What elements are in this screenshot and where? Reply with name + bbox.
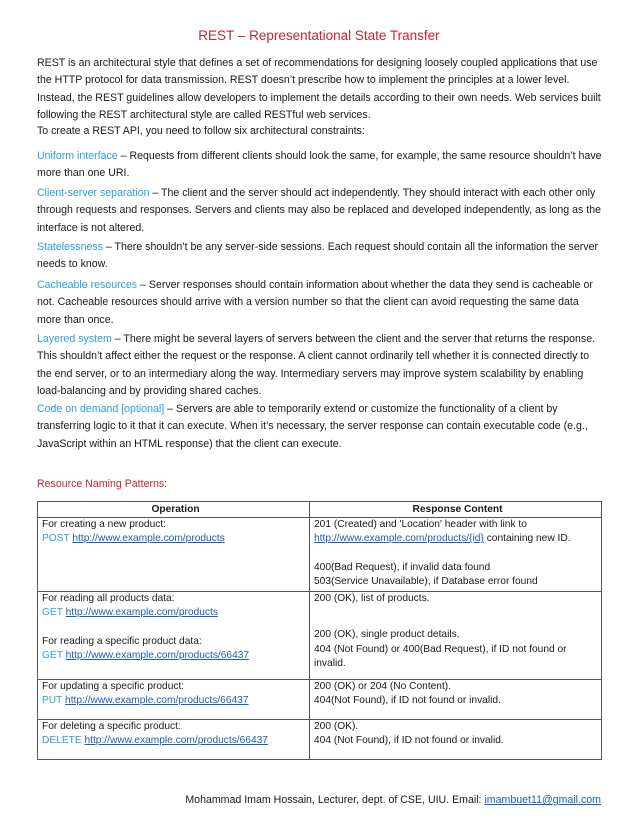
response-line: 503(Service Unavailable), if Database error found [314,576,538,588]
response-cell [310,592,602,680]
constraint-statelessness [37,239,602,274]
constraint-layered-system [37,331,602,400]
column-header-operation: Operation [38,502,310,518]
constraint-text: – The client and the server should act independently. They should interact with each other only through requests and responses. Servers and clients may also be replaced and developed independently, as long as the interface is not altered. [37,187,601,234]
http-verb: GET [42,607,63,619]
constraints-intro: To create a REST API, you need to follow six architectural constraints: [37,125,365,137]
resource-section-title: Resource Naming Patterns: [37,478,168,490]
resource-table [37,501,602,760]
table-row [38,518,602,592]
endpoint-link[interactable]: http://www.example.com/products [65,607,218,619]
endpoint-link[interactable]: http://www.example.com/products [72,533,225,545]
response-line: 200 (OK) or 204 (No Content). [314,681,452,692]
operation-cell [38,518,310,592]
response-line: containing new ID. [483,533,571,545]
operation-description: For creating a new product: [42,519,167,530]
constraint-term: Code on demand [optional] [37,403,165,415]
constraint-term: Statelessness [37,241,103,253]
constraint-uniform-interface [37,148,602,183]
response-line: 400(Bad Request), if invalid data found [314,561,491,573]
response-line: 201 (Created) and 'Location' header with link to [314,519,527,530]
operation-description: For updating a specific product: [42,681,185,692]
constraint-text: – There might be several layers of servers between the client and the server that returns the response. This shouldn’t affect either the request or the response. A client cannot ordinarily tell whether it is connected directly to the end server, or to an intermediary along the way. Intermediary servers may improve system scalability by enabling load-balancing and by providing shared caches. [37,333,596,397]
constraint-text: – Requests from different clients should look the same, for example, the same resource shouldn’t have more than one URI. [37,150,602,180]
constraint-term: Cacheable resources [37,279,138,291]
constraint-text: – There shouldn’t be any server-side sessions. Each request should contain all the information the server needs to know. [37,241,598,271]
endpoint-link[interactable]: http://www.example.com/products/66437 [65,695,249,707]
intro-paragraph: REST is an architectural style that defines a set of recommendations for designing loosely coupled applications that use the HTTP protocol for data transmission. REST doesn’t prescribe how to implement the principles at a lower level. Instead, the REST guidelines allow developers to implement the details according to their own needs. Web services built following the REST architectural style are called RESTful web services. [37,57,601,121]
response-line: 404 (Not Found) or 400(Bad Request), if ID not found or invalid. [314,643,567,670]
footer-author: Mohammad Imam Hossain, Lecturer, dept. of CSE, UIU. Email: [185,794,485,806]
endpoint-link[interactable]: http://www.example.com/products/66437 [65,650,250,662]
table-header-row [38,502,602,518]
constraint-term: Uniform interface [37,150,118,162]
footer-email-link[interactable]: imambuet11@gmail.com [484,794,601,806]
page-footer [0,792,601,808]
response-cell [310,518,602,592]
operation-description: For deleting a specific product: [42,721,181,732]
http-verb: DELETE [42,735,82,747]
column-header-response: Response Content [310,502,602,518]
response-line: 200 (OK). [314,721,359,732]
constraint-text: – Server responses should contain information about whether the data they send is cacheable or not. Cacheable resources should arrive with a version number so that the client can avoid requesting the same data more than once. [37,279,593,326]
response-cell [310,680,602,720]
response-line: 404 (Not Found), if ID not found or invalid. [314,735,504,747]
operation-description: For reading a specific product data: [42,635,202,647]
http-verb: PUT [42,695,63,707]
table-row [38,592,602,680]
http-verb: POST [42,533,70,545]
page-title: REST – Representational State Transfer [198,28,440,43]
operation-cell [38,592,310,680]
operation-cell [38,720,310,760]
response-cell [310,720,602,760]
constraint-term: Client-server separation [37,187,150,199]
constraint-cacheable [37,277,602,329]
endpoint-link[interactable]: http://www.example.com/products/66437 [84,735,268,747]
constraint-client-server [37,185,602,237]
table-row [38,680,602,720]
constraint-text: – Servers are able to temporarily extend or customize the functionality of a client by transferring logic to it that it can execute. When it’s necessary, the server response can contain executable code (e.g., JavaScript within an HTML response) that the client can execute. [37,403,588,450]
operation-cell [38,680,310,720]
constraint-code-on-demand [37,401,602,453]
operation-description: For reading all products data: [42,593,175,604]
response-link[interactable]: http://www.example.com/products/{id} [314,533,484,545]
response-line: 404(Not Found), if ID not found or invalid. [314,695,501,707]
response-line: 200 (OK), single product details. [314,629,460,641]
constraint-term: Layered system [37,333,112,345]
http-verb: GET [42,650,63,662]
table-row [38,720,602,760]
response-line: 200 (OK), list of products. [314,593,430,604]
